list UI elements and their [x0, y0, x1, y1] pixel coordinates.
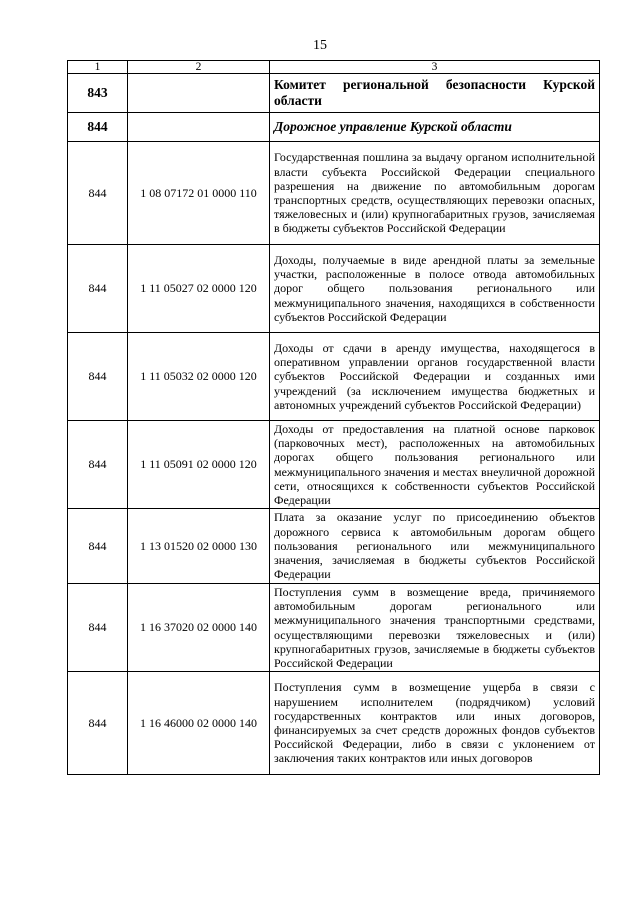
revenue-description: Поступления сумм в возмещение ущерба в связи с нарушением исполнителем (подрядчиком) условий государственных контрактов или иных договоров, финансируемых за счет средств дорожных фондов субъектов Российской Федерации, либо в связи с уклонением от заключения таких контрактов или иных договоров	[270, 672, 600, 775]
kbk-code: 1 13 01520 02 0000 130	[128, 509, 270, 584]
header-col-3: 3	[270, 61, 600, 74]
admin-code: 844	[68, 245, 128, 333]
kbk-code: 1 11 05027 02 0000 120	[128, 245, 270, 333]
admin-code: 844	[68, 421, 128, 509]
kbk-code: 1 11 05032 02 0000 120	[128, 333, 270, 421]
section-row-843	[68, 74, 600, 113]
revenue-description: Государственная пошлина за выдачу органом исполнительной власти субъекта Российской Федерации специального разрешения на движение по автомобильным дорогам транспортных средств, осуществляющих перевозки опасных, тяжеловесных и (или) крупногабаритных грузов, зачисляемая в бюджеты субъектов Российской Федерации	[270, 142, 600, 245]
kbk-code: 1 16 37020 02 0000 140	[128, 584, 270, 672]
table-row	[68, 142, 600, 245]
empty-kbk-cell	[128, 113, 270, 142]
revenue-description: Плата за оказание услуг по присоединению объектов дорожного сервиса к автомобильным дорогам общего пользования регионального или межмуниципального значения, зачисляемая в бюджеты субъектов Российской Федерации	[270, 509, 600, 584]
header-col-2: 2	[128, 61, 270, 74]
revenue-description: Доходы от сдачи в аренду имущества, находящегося в оперативном управлении органов государственной власти субъектов Российской Федерации и созданных ими учреждений (за исключением имущества бюджетных и автономных учреждений субъектов Российской Федерации)	[270, 333, 600, 421]
table-row	[68, 672, 600, 775]
revenue-classification-table	[67, 60, 600, 775]
revenue-description: Поступления сумм в возмещение вреда, причиняемого автомобильным дорогам регионального или межмуниципального значения транспортными средствами, осуществляющими перевозки тяжеловесных и (или) крупногабаритных грузов, зачисляемые в бюджеты субъектов Российской Федерации	[270, 584, 600, 672]
admin-code: 844	[68, 672, 128, 775]
kbk-code: 1 08 07172 01 0000 110	[128, 142, 270, 245]
page-number: 15	[313, 38, 327, 53]
admin-code: 844	[68, 113, 128, 142]
table-row	[68, 509, 600, 584]
table-row	[68, 333, 600, 421]
empty-kbk-cell	[128, 74, 270, 113]
kbk-code: 1 11 05091 02 0000 120	[128, 421, 270, 509]
admin-code: 844	[68, 584, 128, 672]
table-row	[68, 584, 600, 672]
kbk-code: 1 16 46000 02 0000 140	[128, 672, 270, 775]
section-name: Дорожное управление Курской области	[270, 113, 600, 142]
admin-code: 844	[68, 333, 128, 421]
section-name: Комитет региональной безопасности Курской области	[270, 74, 600, 113]
header-col-1: 1	[68, 61, 128, 74]
admin-code: 843	[68, 74, 128, 113]
admin-code: 844	[68, 509, 128, 584]
section-row-844	[68, 113, 600, 142]
table-row	[68, 245, 600, 333]
table-header-row	[68, 61, 600, 74]
table-row	[68, 421, 600, 509]
revenue-description: Доходы от предоставления на платной основе парковок (парковочных мест), расположенных на автомобильных дорогах общего пользования регионального или межмуниципального значения и местах внеуличной дорожной сети, относящихся к собственности субъектов Российской Федерации	[270, 421, 600, 509]
revenue-description: Доходы, получаемые в виде арендной платы за земельные участки, расположенные в полосе отвода автомобильных дорог общего пользования регионального или межмуниципального значения, находящихся в собственности субъектов Российской Федерации	[270, 245, 600, 333]
admin-code: 844	[68, 142, 128, 245]
